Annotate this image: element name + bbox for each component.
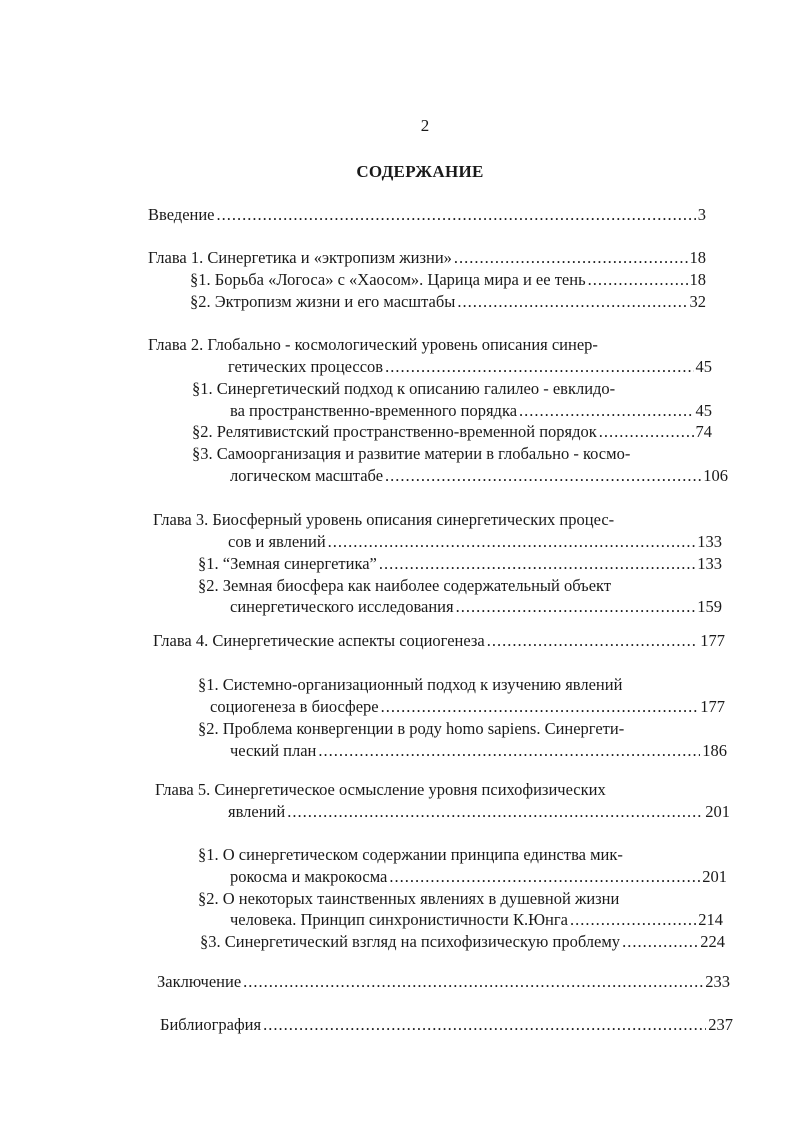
toc-entry-title: §1. “Земная синергетика” bbox=[198, 554, 377, 573]
toc-entry-page: 201 bbox=[702, 867, 727, 886]
toc-entry bbox=[157, 972, 730, 992]
dot-leader bbox=[456, 597, 696, 617]
dot-leader bbox=[457, 292, 687, 312]
dot-leader bbox=[454, 248, 688, 268]
toc-entry-page: 106 bbox=[703, 466, 728, 485]
toc-entry-page: 74 bbox=[695, 422, 712, 441]
toc-entry bbox=[230, 597, 722, 617]
toc-entry-page: 233 bbox=[705, 972, 730, 991]
toc-entry-title: §2. Релятивистский пространственно-временной порядок bbox=[192, 422, 597, 441]
dot-leader bbox=[570, 910, 696, 930]
toc-entry bbox=[198, 554, 722, 574]
toc-entry-title: Введение bbox=[148, 205, 215, 224]
toc-entry-title: социогенеза в биосфере bbox=[210, 697, 379, 716]
toc-entry-title: §2. Земная биосфера как наиболее содержательный объект bbox=[198, 576, 612, 595]
toc-entry bbox=[230, 741, 727, 761]
toc-entry-title: §1. Системно-организационный подход к изучению явлений bbox=[198, 675, 623, 694]
dot-leader bbox=[588, 270, 688, 290]
toc-entry-title: сов и явлений bbox=[228, 532, 326, 551]
dot-leader bbox=[385, 357, 693, 377]
toc-entry-title: Глава 1. Синергетика и «эктропизм жизни» bbox=[148, 248, 452, 267]
toc-entry-title: синергетического исследования bbox=[230, 597, 454, 616]
toc-entry-page: 18 bbox=[689, 270, 706, 289]
page-title: СОДЕРЖАНИЕ bbox=[356, 162, 484, 181]
toc-entry-title: ва пространственно-временного порядка bbox=[230, 401, 518, 420]
dot-leader bbox=[217, 205, 696, 225]
dot-leader bbox=[622, 932, 698, 952]
toc-entry bbox=[190, 292, 706, 312]
dot-leader bbox=[287, 802, 703, 822]
toc-entry-line bbox=[155, 780, 606, 800]
toc-entry-page: 214 bbox=[698, 910, 723, 929]
toc-entry-page: 237 bbox=[708, 1015, 733, 1034]
toc-entry-title: §2. Эктропизм жизни и его масштабы bbox=[190, 292, 456, 311]
toc-entry-title: логическом масштабе bbox=[230, 466, 384, 485]
toc-entry-page: 32 bbox=[689, 292, 706, 311]
toc-entry-line bbox=[198, 719, 624, 739]
toc-entry-title: гетических процессов bbox=[228, 357, 384, 376]
toc-entry-line bbox=[153, 510, 614, 530]
toc-entry bbox=[148, 205, 706, 225]
toc-entry bbox=[230, 466, 728, 486]
toc-entry-page: 133 bbox=[697, 554, 722, 573]
toc-entry bbox=[200, 932, 725, 952]
toc-entry-title: человека. Принцип синхронистичности К.Юнга bbox=[230, 910, 568, 929]
dot-leader bbox=[599, 422, 694, 442]
toc-entry-page: 224 bbox=[700, 932, 725, 951]
dot-leader bbox=[381, 697, 699, 717]
toc-entry-title: рокосма и макрокосма bbox=[230, 867, 388, 886]
toc-entry-title: §3. Самоорганизация и развитие материи в глобально - космо- bbox=[192, 444, 631, 463]
toc-entry-title: §1. Борьба «Логоса» с «Хаосом». Царица мира и ее тень bbox=[190, 270, 586, 289]
toc-entry-page: 177 bbox=[700, 697, 725, 716]
toc-entry bbox=[190, 270, 706, 290]
toc-entry bbox=[210, 697, 725, 717]
dot-leader bbox=[243, 972, 703, 992]
toc-entry-title: Глава 3. Биосферный уровень описания синергетических процес- bbox=[153, 510, 615, 529]
toc-entry bbox=[192, 422, 712, 442]
toc-entry-title: §1. Синергетический подход к описанию галилео - евклидо- bbox=[192, 379, 616, 398]
toc-entry-page: 177 bbox=[700, 631, 725, 650]
toc-entry-title: Глава 5. Синергетическое осмысление уровня психофизических bbox=[155, 780, 606, 799]
toc-entry-title: Заключение bbox=[157, 972, 242, 991]
toc-entry-page: 45 bbox=[695, 357, 712, 376]
toc-entry-title: §2. Проблема конвергенции в роду homo sapiens. Синергети- bbox=[198, 719, 625, 738]
toc-entry-line bbox=[198, 576, 611, 596]
dot-leader bbox=[487, 631, 698, 651]
toc-entry-line bbox=[198, 889, 619, 909]
toc-entry bbox=[230, 867, 727, 887]
toc-entry-page: 201 bbox=[705, 802, 730, 821]
dot-leader bbox=[389, 867, 700, 887]
toc-entry bbox=[148, 248, 706, 268]
dot-leader bbox=[263, 1015, 706, 1035]
dot-leader bbox=[379, 554, 695, 574]
dot-leader bbox=[519, 401, 693, 421]
dot-leader bbox=[328, 532, 696, 552]
toc-entry-line bbox=[198, 845, 623, 865]
toc-entry-title: явлений bbox=[228, 802, 286, 821]
toc-entry-page: 186 bbox=[702, 741, 727, 760]
toc-entry bbox=[228, 802, 730, 822]
toc-entry-line bbox=[198, 675, 622, 695]
toc-entry-page: 133 bbox=[697, 532, 722, 551]
toc-entry-title: ческий план bbox=[230, 741, 317, 760]
toc-entry bbox=[230, 401, 712, 421]
toc-entry bbox=[228, 532, 722, 552]
toc-entry bbox=[228, 357, 712, 377]
toc-entry bbox=[160, 1015, 733, 1035]
toc-entry-title: §2. О некоторых таинственных явлениях в душевной жизни bbox=[198, 889, 620, 908]
toc-entry bbox=[230, 910, 723, 930]
dot-leader bbox=[318, 741, 700, 761]
toc-entry-title: §1. О синергетическом содержании принципа единства мик- bbox=[198, 845, 623, 864]
toc-entry-page: 159 bbox=[697, 597, 722, 616]
toc-entry-title: §3. Синергетический взгляд на психофизическую проблему bbox=[200, 932, 621, 951]
toc-entry-page: 45 bbox=[695, 401, 712, 420]
toc-entry-title: Глава 2. Глобально - космологический уровень описания синер- bbox=[148, 335, 598, 354]
toc-entry-line bbox=[148, 335, 598, 355]
dot-leader bbox=[385, 466, 701, 486]
toc-entry-line bbox=[192, 379, 615, 399]
page-number: 2 bbox=[420, 116, 430, 135]
toc-entry-page: 3 bbox=[697, 205, 706, 224]
toc-entry-line bbox=[192, 444, 630, 464]
toc-entry-title: Библиография bbox=[160, 1015, 262, 1034]
toc-entry-title: Глава 4. Синергетические аспекты социогенеза bbox=[153, 631, 485, 650]
toc-entry bbox=[153, 631, 725, 651]
toc-entry-page: 18 bbox=[689, 248, 706, 267]
